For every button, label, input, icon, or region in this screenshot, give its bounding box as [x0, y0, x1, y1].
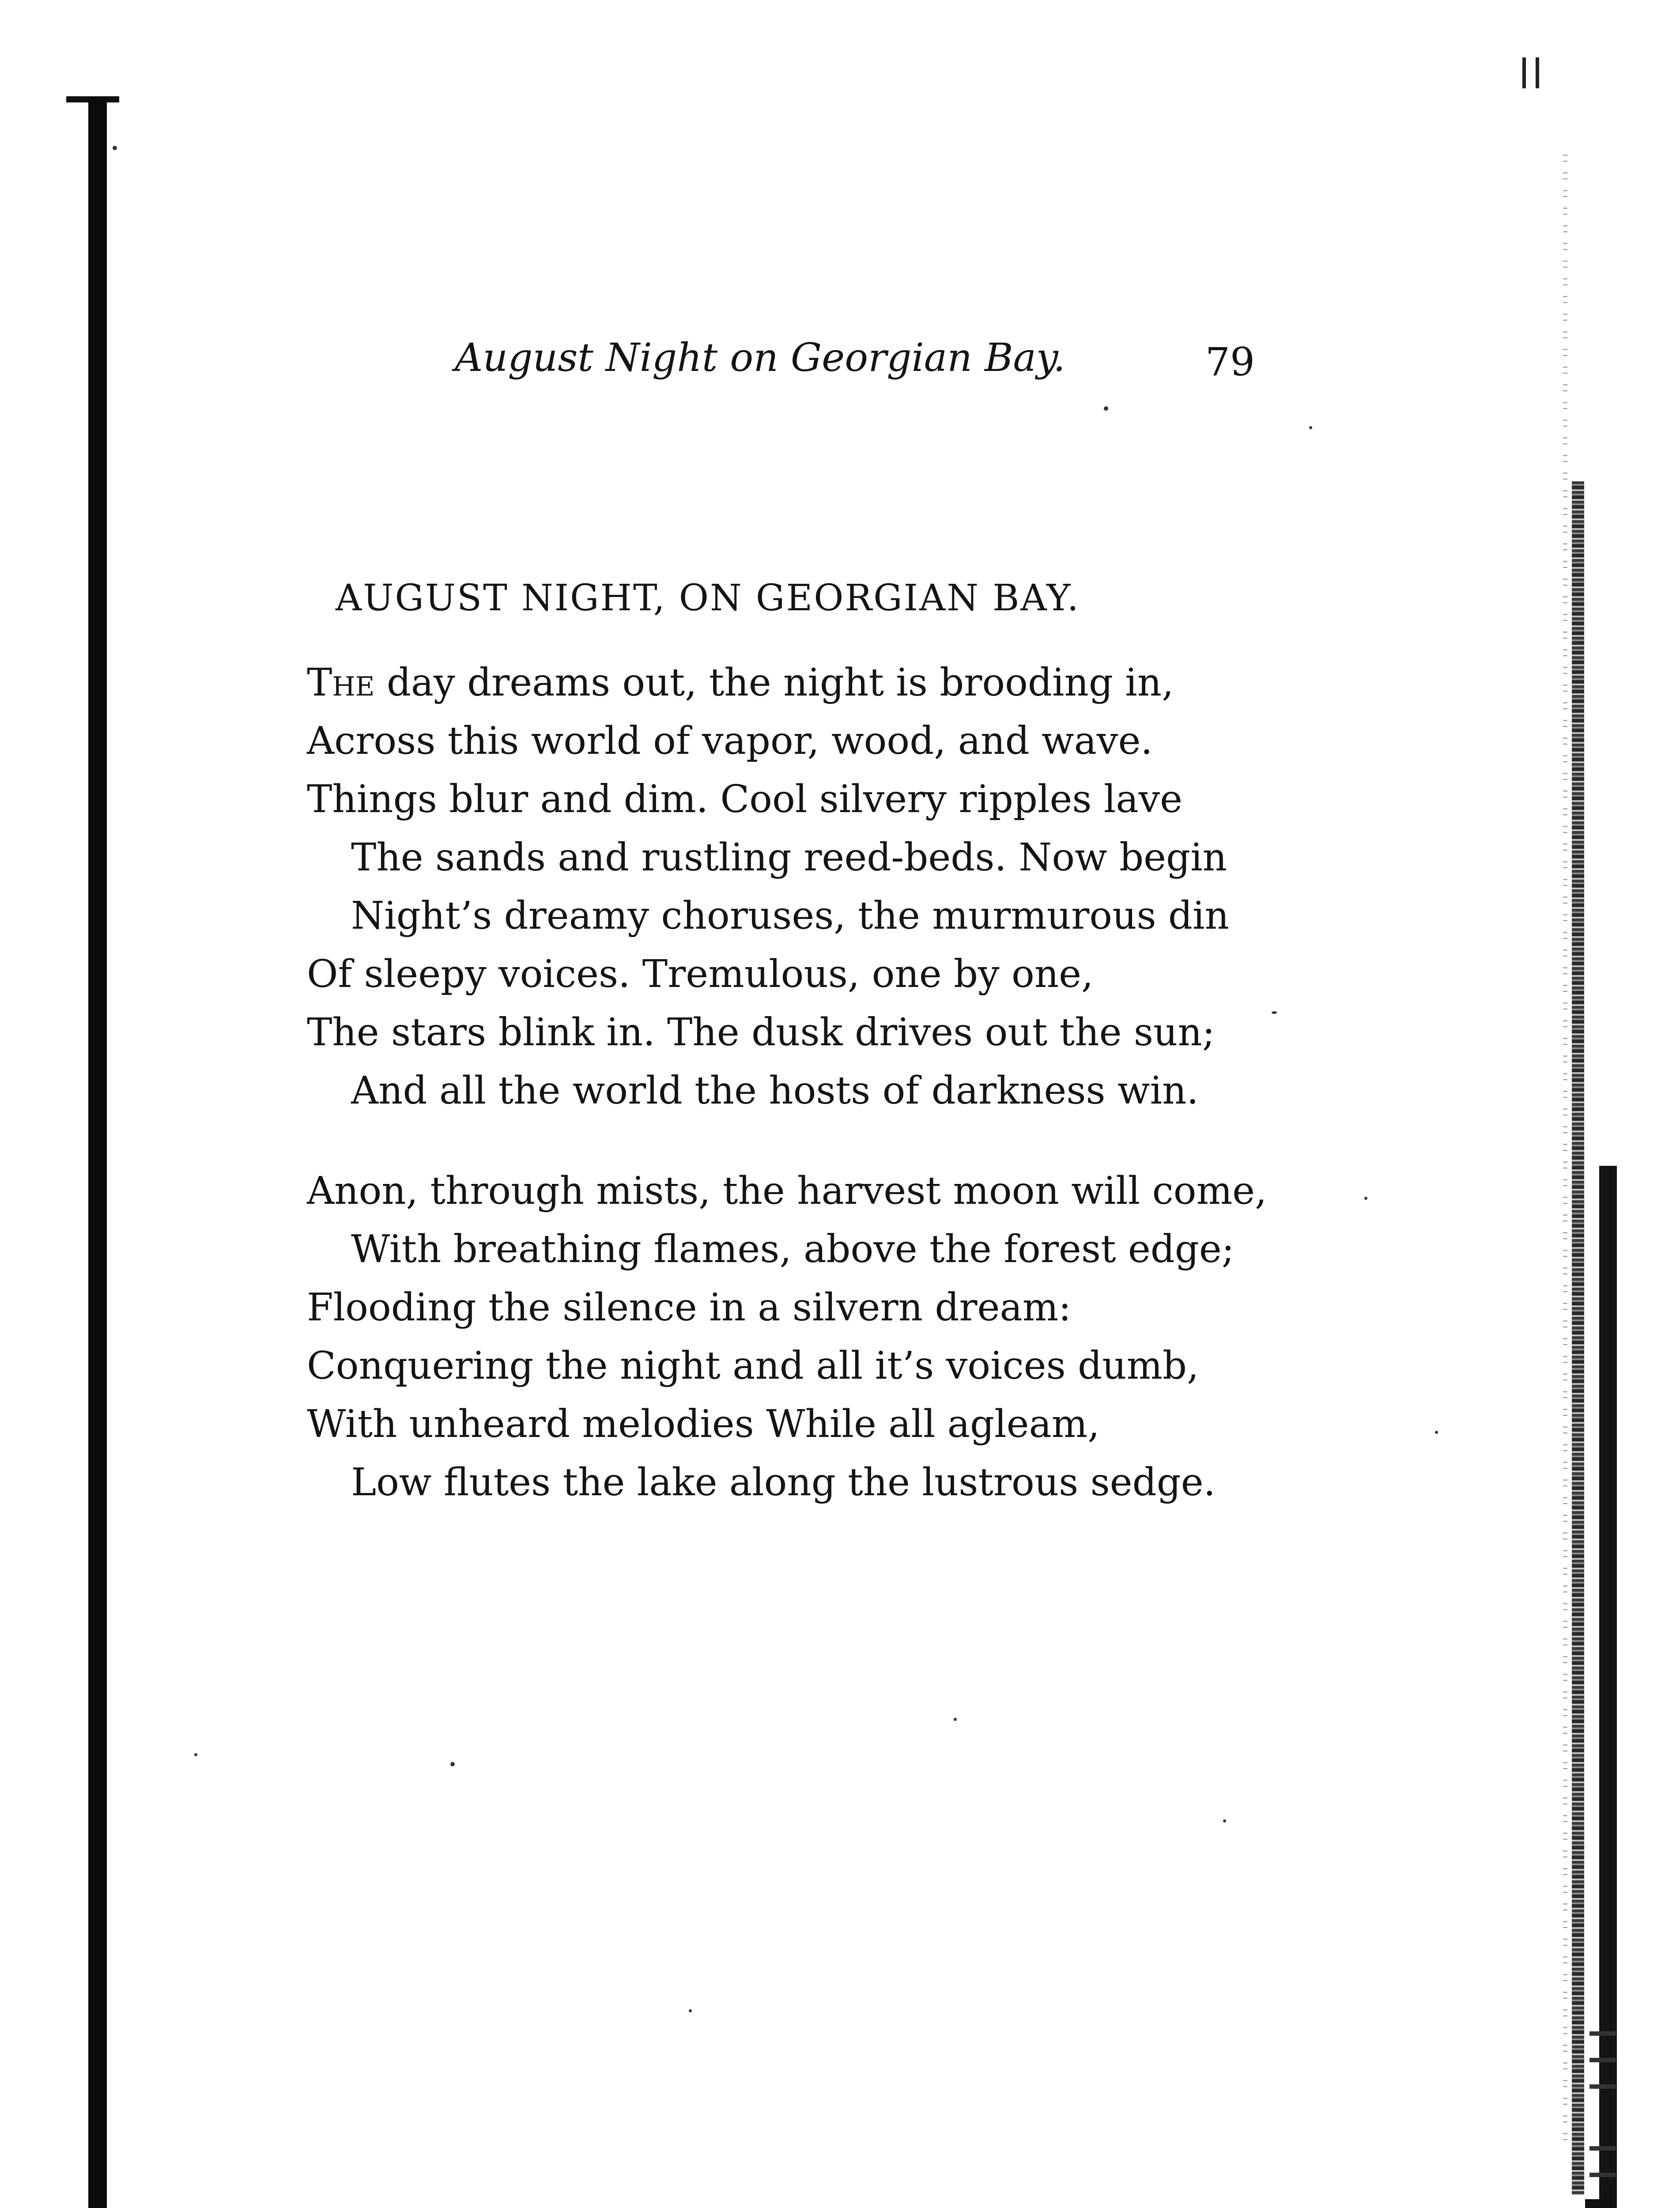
scan-right-edge-texture — [1572, 481, 1584, 2195]
scan-speck — [1364, 1197, 1367, 1200]
scan-right-edge-bar — [1599, 1166, 1617, 2208]
scan-speck — [1104, 406, 1108, 411]
poem-line: Conquering the night and all it’s voices dumb, — [307, 1344, 1199, 1388]
scan-speck — [1309, 426, 1312, 429]
scan-speck — [1435, 1431, 1438, 1434]
poem-line: Night’s dreamy choruses, the murmurous din — [351, 894, 1229, 938]
poem-line: The stars blink in. The dusk drives out the sun; — [307, 1010, 1215, 1055]
scan-speck — [194, 1753, 197, 1756]
poem-line: And all the world the hosts of darkness win. — [351, 1069, 1199, 1113]
scan-right-dash — [1589, 2173, 1616, 2177]
poem-line: Flooding the silence in a silvern dream: — [307, 1285, 1072, 1330]
poem-line: Things blur and dim. Cool silvery ripples lave — [307, 777, 1183, 821]
poem-line: With breathing flames, above the forest edge; — [351, 1227, 1235, 1271]
poem-title: AUGUST NIGHT, ON GEORGIAN BAY. — [336, 577, 1080, 619]
scan-right-dash — [1589, 2058, 1616, 2062]
poem-line: Low flutes the lake along the lustrous sedge. — [351, 1460, 1216, 1505]
poem-line: Of sleepy voices. Tremulous, one by one, — [307, 952, 1094, 996]
poem-line: With unheard melodies While all agleam, — [307, 1402, 1100, 1446]
scan-corner-mark — [1536, 57, 1539, 88]
scan-speck — [450, 1762, 455, 1766]
poem-line-rest: day dreams out, the night is brooding in, — [374, 661, 1174, 705]
page-number: 79 — [1205, 339, 1255, 385]
poem-line: Anon, through mists, the harvest moon will come, — [307, 1169, 1267, 1213]
poem-line: The sands and rustling reed-beds. Now begin — [351, 836, 1227, 880]
scan-binding-edge — [88, 97, 107, 2208]
scan-right-dash — [1589, 2146, 1616, 2151]
scan-right-corner-block — [1585, 2199, 1616, 2208]
poem-line: Across this world of vapor, wood, and wave. — [307, 719, 1153, 763]
poem-body — [307, 654, 1322, 1512]
scan-right-edge-speckle — [1563, 155, 1567, 2142]
poem-line — [307, 654, 1322, 712]
poem-line-lead: The — [307, 661, 375, 705]
scan-right-dash — [1589, 2084, 1616, 2089]
scan-speck — [1223, 1819, 1226, 1822]
stanza-1 — [307, 654, 1322, 1120]
stanza-2 — [307, 1162, 1322, 1512]
scan-speck — [954, 1718, 957, 1721]
stanza-gap — [307, 1120, 1322, 1162]
scan-speck — [689, 2009, 692, 2012]
running-head-title: August Night on Georgian Bay. — [455, 335, 1065, 380]
scan-corner-mark — [1522, 57, 1526, 88]
scan-speck — [113, 146, 117, 150]
scan-right-dash — [1589, 2031, 1616, 2036]
